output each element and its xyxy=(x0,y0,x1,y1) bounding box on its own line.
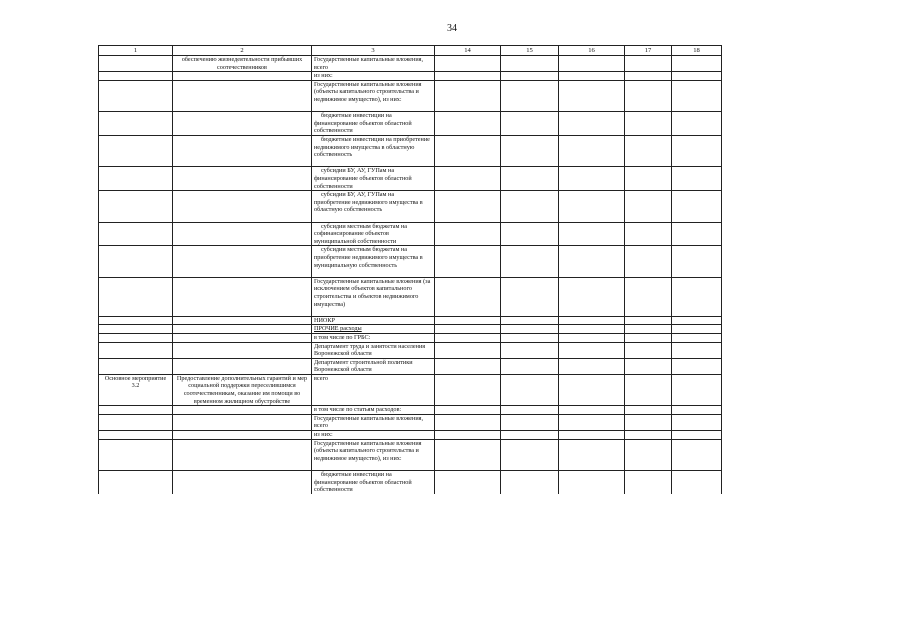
value-cell xyxy=(501,414,559,430)
value-cell xyxy=(672,222,722,246)
value-cell xyxy=(435,222,501,246)
expense-item-cell xyxy=(312,406,435,415)
event-name-cell xyxy=(173,191,312,222)
expense-item-cell xyxy=(312,112,435,136)
table-row xyxy=(99,72,722,81)
value-cell xyxy=(559,277,625,316)
value-cell xyxy=(501,80,559,111)
value-cell xyxy=(559,414,625,430)
value-cell xyxy=(672,342,722,358)
value-cell xyxy=(625,316,672,325)
expense-item-cell xyxy=(312,439,435,470)
expense-item-label: бюджетные инвестиции на финансирование объектов областной собственности xyxy=(314,112,412,135)
value-cell xyxy=(435,135,501,166)
value-cell xyxy=(672,246,722,277)
expense-item-cell xyxy=(312,316,435,325)
value-cell xyxy=(559,80,625,111)
event-name-cell xyxy=(173,431,312,440)
event-code-cell xyxy=(99,135,173,166)
expense-item-label: субсидии БУ, АУ, ГУПам на финансирование объектов областной собственности xyxy=(314,167,412,190)
expense-item-label: из них: xyxy=(314,72,333,80)
table-row xyxy=(99,277,722,316)
page-number: 34 xyxy=(447,23,457,34)
event-name-cell xyxy=(173,325,312,334)
expense-item-cell xyxy=(312,222,435,246)
event-code-cell xyxy=(99,471,173,495)
event-code-cell xyxy=(99,191,173,222)
event-code-cell xyxy=(99,222,173,246)
expense-item-label: ПРОЧИЕ расходы xyxy=(314,325,362,333)
event-code-cell xyxy=(99,246,173,277)
event-code-cell xyxy=(99,431,173,440)
value-cell xyxy=(435,406,501,415)
value-cell xyxy=(625,333,672,342)
value-cell xyxy=(435,342,501,358)
table-row xyxy=(99,374,722,405)
expense-item-cell xyxy=(312,80,435,111)
expense-item-label: Департамент строительной политики Воронежской области xyxy=(314,358,413,374)
value-cell xyxy=(672,167,722,191)
table-row xyxy=(99,439,722,470)
value-cell xyxy=(559,471,625,495)
event-name-cell xyxy=(173,246,312,277)
value-cell xyxy=(559,374,625,405)
value-cell xyxy=(625,374,672,405)
value-cell xyxy=(672,112,722,136)
value-cell xyxy=(435,246,501,277)
column-header: 1 xyxy=(99,46,173,56)
value-cell xyxy=(672,471,722,495)
expense-item-label: Государственные капитальные вложения (объекты капитального строительства и недвижимое имущество), из них: xyxy=(314,80,422,103)
event-name-cell xyxy=(173,277,312,316)
expense-item-cell xyxy=(312,56,435,72)
value-cell xyxy=(672,358,722,374)
expense-item-label: субсидии местным бюджетам на приобретение недвижимого имущества в муниципальную собственность xyxy=(314,246,423,269)
value-cell xyxy=(435,431,501,440)
value-cell xyxy=(559,222,625,246)
event-name-cell xyxy=(173,72,312,81)
table-row xyxy=(99,316,722,325)
value-cell xyxy=(672,374,722,405)
expense-item-cell xyxy=(312,135,435,166)
value-cell xyxy=(559,358,625,374)
event-code-cell xyxy=(99,80,173,111)
table-row xyxy=(99,342,722,358)
value-cell xyxy=(435,471,501,495)
value-cell xyxy=(435,439,501,470)
column-header: 15 xyxy=(501,46,559,56)
expense-item-cell xyxy=(312,167,435,191)
value-cell xyxy=(625,191,672,222)
expense-item-label: Государственные капитальные вложения (за исключением объектов капитального строительства и объектов недвижимого имущества) xyxy=(314,277,431,308)
expense-item-cell xyxy=(312,277,435,316)
value-cell xyxy=(501,333,559,342)
expense-item-label: Государственные капитальные вложения (объекты капитального строительства и недвижимое имущество), из них: xyxy=(314,439,422,462)
event-code-cell xyxy=(99,439,173,470)
value-cell xyxy=(559,56,625,72)
value-cell xyxy=(559,342,625,358)
expense-item-label: Государственные капитальные вложения, всего xyxy=(314,56,424,71)
value-cell xyxy=(501,358,559,374)
expense-item-cell xyxy=(312,374,435,405)
event-code-cell xyxy=(99,56,173,72)
value-cell xyxy=(625,431,672,440)
value-cell xyxy=(625,342,672,358)
event-code-cell xyxy=(99,277,173,316)
event-code-cell xyxy=(99,414,173,430)
value-cell xyxy=(559,316,625,325)
value-cell xyxy=(672,414,722,430)
event-name-cell xyxy=(173,414,312,430)
table-row xyxy=(99,56,722,72)
value-cell xyxy=(559,167,625,191)
value-cell xyxy=(672,316,722,325)
column-header: 17 xyxy=(625,46,672,56)
table-row xyxy=(99,358,722,374)
value-cell xyxy=(559,406,625,415)
value-cell xyxy=(672,277,722,316)
expense-item-label: субсидии местным бюджетам на софинансирование объектов муниципальной собственности xyxy=(314,222,407,245)
event-name-cell xyxy=(173,135,312,166)
expense-item-label: субсидии БУ, АУ, ГУПам на приобретение недвижимого имущества в областную собственность xyxy=(314,191,423,214)
value-cell xyxy=(625,414,672,430)
value-cell xyxy=(501,222,559,246)
value-cell xyxy=(501,112,559,136)
expense-item-cell xyxy=(312,414,435,430)
value-cell xyxy=(501,316,559,325)
expense-item-cell xyxy=(312,246,435,277)
value-cell xyxy=(625,135,672,166)
event-code-cell xyxy=(99,316,173,325)
column-header: 14 xyxy=(435,46,501,56)
expense-item-label: бюджетные инвестиции на приобретение недвижимого имущества в областную собственность xyxy=(314,135,430,159)
event-name-cell xyxy=(173,222,312,246)
value-cell xyxy=(501,342,559,358)
value-cell xyxy=(625,406,672,415)
value-cell xyxy=(501,72,559,81)
value-cell xyxy=(672,72,722,81)
table-row xyxy=(99,414,722,430)
value-cell xyxy=(672,406,722,415)
event-code-cell xyxy=(99,333,173,342)
table-row xyxy=(99,222,722,246)
value-cell xyxy=(559,112,625,136)
value-cell xyxy=(501,406,559,415)
table-row xyxy=(99,406,722,415)
expense-item-label: Департамент труда и занятости населения Воронежской области xyxy=(314,342,426,358)
value-cell xyxy=(625,56,672,72)
value-cell xyxy=(559,72,625,81)
value-cell xyxy=(559,135,625,166)
value-cell xyxy=(501,167,559,191)
expense-item-cell xyxy=(312,191,435,222)
event-name-cell xyxy=(173,80,312,111)
expenditure-table xyxy=(98,45,722,494)
table-row xyxy=(99,246,722,277)
column-header: 2 xyxy=(173,46,312,56)
event-code-cell xyxy=(99,406,173,415)
value-cell xyxy=(501,439,559,470)
event-code-cell: Основное мероприятие 3.2 xyxy=(99,374,173,405)
value-cell xyxy=(559,246,625,277)
event-name-cell: Предоставление дополнительных гарантий и мер социальной поддержки переселившимся соотечественникам, оказание им помощи во временном жилищном обустройстве xyxy=(173,374,312,405)
event-code-cell xyxy=(99,325,173,334)
column-header: 18 xyxy=(672,46,722,56)
value-cell xyxy=(501,246,559,277)
table-row xyxy=(99,471,722,495)
event-name-cell xyxy=(173,439,312,470)
expense-item-cell xyxy=(312,342,435,358)
event-name-cell xyxy=(173,342,312,358)
table-row xyxy=(99,431,722,440)
value-cell xyxy=(672,325,722,334)
column-header: 16 xyxy=(559,46,625,56)
expense-item-label: из них: xyxy=(314,431,333,439)
expense-item-label: Государственные капитальные вложения, всего xyxy=(314,414,424,430)
value-cell xyxy=(501,471,559,495)
event-code-cell xyxy=(99,358,173,374)
value-cell xyxy=(559,191,625,222)
value-cell xyxy=(672,56,722,72)
table-body xyxy=(99,56,722,495)
value-cell xyxy=(435,325,501,334)
expense-item-cell xyxy=(312,72,435,81)
value-cell xyxy=(672,191,722,222)
value-cell xyxy=(435,72,501,81)
value-cell xyxy=(625,471,672,495)
event-name-cell xyxy=(173,333,312,342)
column-header-row xyxy=(99,46,722,56)
value-cell xyxy=(501,56,559,72)
value-cell xyxy=(625,167,672,191)
value-cell xyxy=(435,112,501,136)
expense-item-label: в том числе по ГРБС: xyxy=(314,333,371,341)
value-cell xyxy=(625,112,672,136)
event-code-cell xyxy=(99,72,173,81)
value-cell xyxy=(559,325,625,334)
value-cell xyxy=(501,374,559,405)
value-cell xyxy=(672,431,722,440)
value-cell xyxy=(435,191,501,222)
column-header: 3 xyxy=(312,46,435,56)
table-row xyxy=(99,80,722,111)
table-row xyxy=(99,135,722,166)
value-cell xyxy=(501,191,559,222)
value-cell xyxy=(625,80,672,111)
expense-item-cell xyxy=(312,471,435,495)
value-cell xyxy=(625,72,672,81)
expense-item-label: НИОКР xyxy=(314,316,335,324)
value-cell xyxy=(435,56,501,72)
value-cell xyxy=(559,431,625,440)
table-row xyxy=(99,112,722,136)
table-row xyxy=(99,333,722,342)
value-cell xyxy=(625,325,672,334)
value-cell xyxy=(435,277,501,316)
value-cell xyxy=(501,135,559,166)
expense-item-cell xyxy=(312,358,435,374)
expense-item-label: всего xyxy=(314,374,328,382)
event-name-cell: обеспечению жизнедеятельности прибывших соотечественников xyxy=(173,56,312,72)
event-name-cell xyxy=(173,406,312,415)
event-code-cell xyxy=(99,167,173,191)
event-name-cell xyxy=(173,358,312,374)
value-cell xyxy=(625,358,672,374)
value-cell xyxy=(501,325,559,334)
event-code-cell xyxy=(99,112,173,136)
value-cell xyxy=(625,277,672,316)
table-row xyxy=(99,325,722,334)
event-code-cell xyxy=(99,342,173,358)
event-name-cell xyxy=(173,112,312,136)
table-row xyxy=(99,167,722,191)
expense-item-cell xyxy=(312,431,435,440)
value-cell xyxy=(625,439,672,470)
value-cell xyxy=(435,167,501,191)
value-cell xyxy=(435,374,501,405)
value-cell xyxy=(672,439,722,470)
value-cell xyxy=(672,80,722,111)
value-cell xyxy=(625,246,672,277)
value-cell xyxy=(435,80,501,111)
event-name-cell xyxy=(173,316,312,325)
value-cell xyxy=(435,358,501,374)
value-cell xyxy=(672,135,722,166)
expense-item-label: в том числе по статьям расходов: xyxy=(314,406,402,414)
value-cell xyxy=(435,316,501,325)
event-name-cell xyxy=(173,471,312,495)
value-cell xyxy=(501,431,559,440)
value-cell xyxy=(559,439,625,470)
expense-item-label: бюджетные инвестиции на финансирование объектов областной собственности xyxy=(314,471,412,494)
table-row xyxy=(99,191,722,222)
value-cell xyxy=(625,222,672,246)
value-cell xyxy=(501,277,559,316)
value-cell xyxy=(559,333,625,342)
expense-item-cell xyxy=(312,333,435,342)
expense-item-cell xyxy=(312,325,435,334)
value-cell xyxy=(672,333,722,342)
value-cell xyxy=(435,414,501,430)
event-name-cell xyxy=(173,167,312,191)
value-cell xyxy=(435,333,501,342)
